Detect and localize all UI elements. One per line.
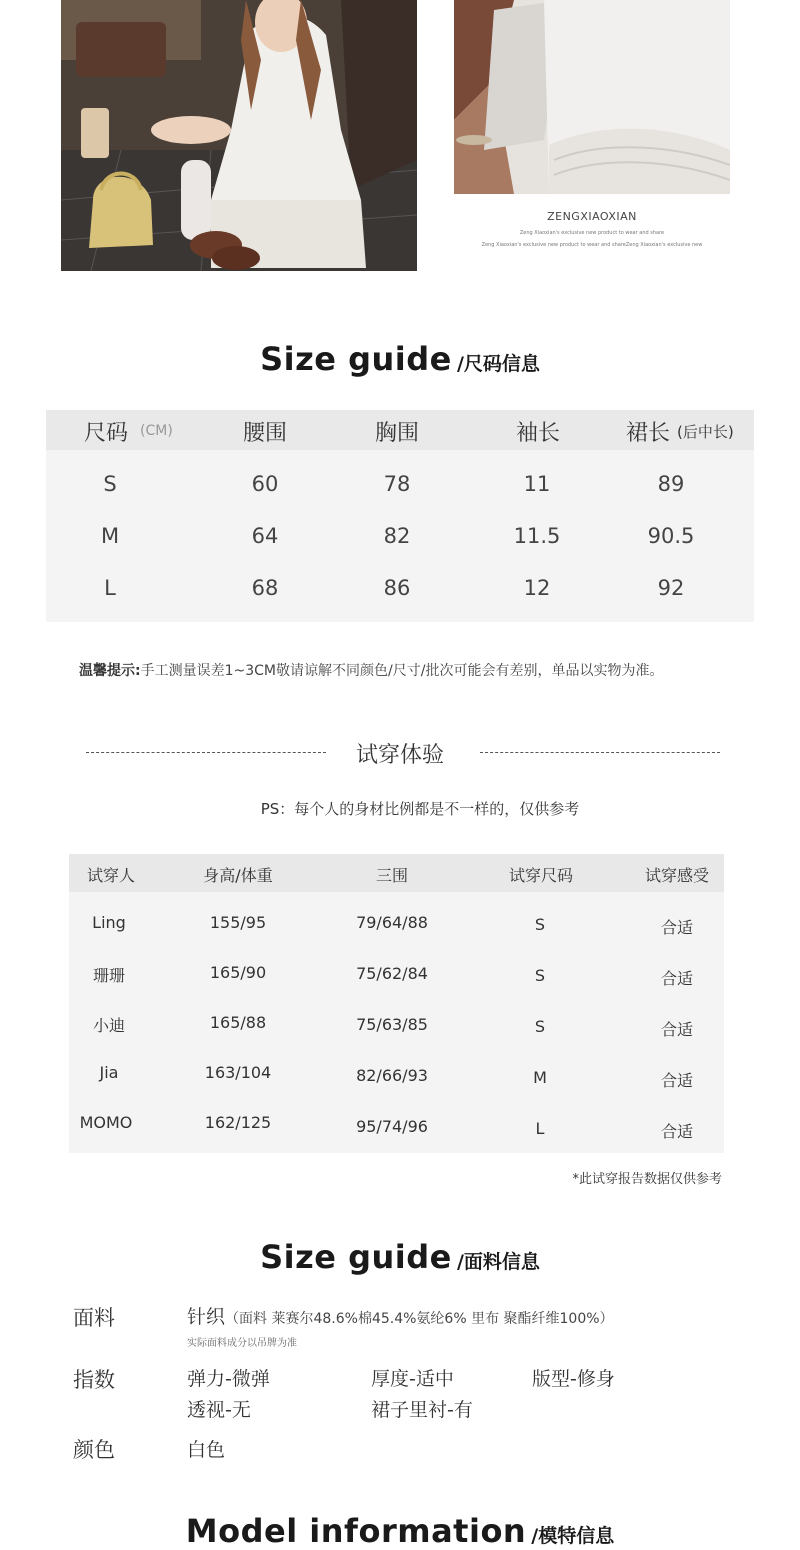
try-header-feeling: 试穿感受 (644, 866, 709, 885)
try-row-5-person: MOMO (79, 1113, 133, 1132)
try-on-table (69, 854, 724, 1153)
waist-s: 60 (251, 472, 279, 496)
header-sleeve: 袖长 (515, 421, 560, 446)
try-header-size: 试穿尺码 (508, 866, 573, 885)
sleeve-s: 11 (523, 472, 551, 496)
material-value: 针织 (187, 1306, 226, 1328)
model-info-title (0, 1512, 800, 1550)
skirt-l: 92 (657, 576, 685, 600)
try-row-3-person: 小迪 (92, 1016, 125, 1035)
try-row-1-person: Ling (92, 913, 126, 932)
try-row-2-hw: 165/90 (209, 963, 267, 982)
header-skirt-note: (后中长) (677, 423, 734, 441)
fabric-title-cn: /面料信息 (456, 1251, 540, 1273)
model-title-cn: /模特信息 (531, 1525, 615, 1547)
index-label: 指数 (73, 1368, 115, 1392)
try-row-4-meas: 82/66/93 (356, 1066, 428, 1085)
sheerness: 透视-无 (187, 1399, 251, 1421)
try-row-5-meas: 95/74/96 (356, 1117, 428, 1136)
brand-tagline-2: Zeng Xiaoxian's exclusive new product to wear and shareZeng Xiaoxian's exclusive new (481, 242, 703, 248)
header-skirt: 裙长 (626, 421, 671, 446)
try-row-1-size: S (534, 915, 546, 934)
size-guide-title (0, 340, 800, 378)
header-size: 尺码 (84, 421, 129, 446)
divider-left (86, 752, 326, 753)
fabric-title (0, 1238, 800, 1276)
skirt-m: 90.5 (647, 524, 695, 548)
waist-m: 64 (251, 524, 279, 548)
model-title-en: Model information (185, 1512, 527, 1550)
measurement-tip (79, 660, 663, 680)
try-on-note: *此试穿报告数据仅供参考 (572, 1172, 722, 1187)
size-guide-title-en: Size guide (260, 340, 452, 378)
header-waist: 腰围 (242, 421, 287, 446)
size-m: M (100, 524, 120, 548)
size-guide-title-cn: /尺码信息 (456, 353, 540, 375)
try-row-1-hw: 155/95 (209, 913, 267, 932)
try-row-2-person: 珊珊 (92, 966, 125, 985)
brand-name: ZENGXIAOXIAN (547, 210, 637, 223)
color-label: 颜色 (73, 1438, 115, 1462)
chest-m: 82 (383, 524, 411, 548)
detail-photo (454, 0, 730, 194)
try-row-4-feel: 合适 (660, 1071, 693, 1090)
elasticity: 弹力-微弹 (187, 1368, 270, 1390)
tip-label: 温馨提示: (79, 663, 141, 679)
try-row-4-hw: 163/104 (204, 1063, 272, 1082)
material-row (187, 1302, 614, 1329)
waist-l: 68 (251, 576, 279, 600)
try-row-3-meas: 75/63/85 (356, 1015, 428, 1034)
skirt-s: 89 (657, 472, 685, 496)
try-row-4-size: M (533, 1068, 547, 1087)
try-row-1-feel: 合适 (660, 918, 693, 937)
header-unit: (CM) (140, 423, 173, 439)
try-row-5-size: L (535, 1119, 545, 1138)
try-row-2-meas: 75/62/84 (356, 964, 428, 983)
try-on-ps: PS：每个人的身材比例都是不一样的，仅供参考 (260, 800, 580, 818)
try-header-height-weight: 身高/体重 (203, 866, 273, 885)
try-row-4-person: Jia (99, 1063, 119, 1082)
brand-tagline-1: Zeng Xiaoxian's exclusive new product to wear and share (519, 230, 665, 236)
tip-text: 手工测量误差1~3CM敬请谅解不同颜色/尺寸/批次可能会有差别，单品以实物为准。 (140, 663, 664, 679)
lining: 裙子里衬-有 (371, 1399, 473, 1421)
try-row-2-size: S (534, 966, 546, 985)
divider-right (480, 752, 720, 753)
sleeve-l: 12 (523, 576, 551, 600)
color-value: 白色 (187, 1439, 226, 1461)
sleeve-m: 11.5 (513, 524, 561, 548)
chest-s: 78 (383, 472, 411, 496)
try-on-title: 试穿体验 (355, 743, 444, 768)
size-s: S (103, 472, 117, 496)
try-row-2-feel: 合适 (660, 969, 693, 988)
try-row-5-hw: 162/125 (204, 1113, 272, 1132)
try-row-3-size: S (534, 1017, 546, 1036)
size-l: L (104, 576, 116, 600)
material-detail: （面料 莱赛尔48.6%棉45.4%氨纶6% 里布 聚酯纤维100%） (225, 1311, 614, 1327)
chest-l: 86 (383, 576, 411, 600)
material-label: 面料 (73, 1306, 115, 1330)
try-header-measurements: 三围 (375, 866, 408, 885)
thickness: 厚度-适中 (371, 1368, 454, 1390)
try-row-5-feel: 合适 (660, 1122, 693, 1141)
fabric-title-en: Size guide (260, 1238, 452, 1276)
try-row-1-meas: 79/64/88 (356, 913, 428, 932)
try-row-3-feel: 合适 (660, 1020, 693, 1039)
header-chest: 胸围 (374, 421, 419, 446)
fit-type: 版型-修身 (532, 1368, 615, 1390)
material-note: 实际面料成分以吊牌为准 (187, 1338, 297, 1349)
try-row-3-hw: 165/88 (209, 1013, 267, 1032)
model-photo (61, 0, 417, 271)
try-header-person: 试穿人 (86, 866, 135, 885)
